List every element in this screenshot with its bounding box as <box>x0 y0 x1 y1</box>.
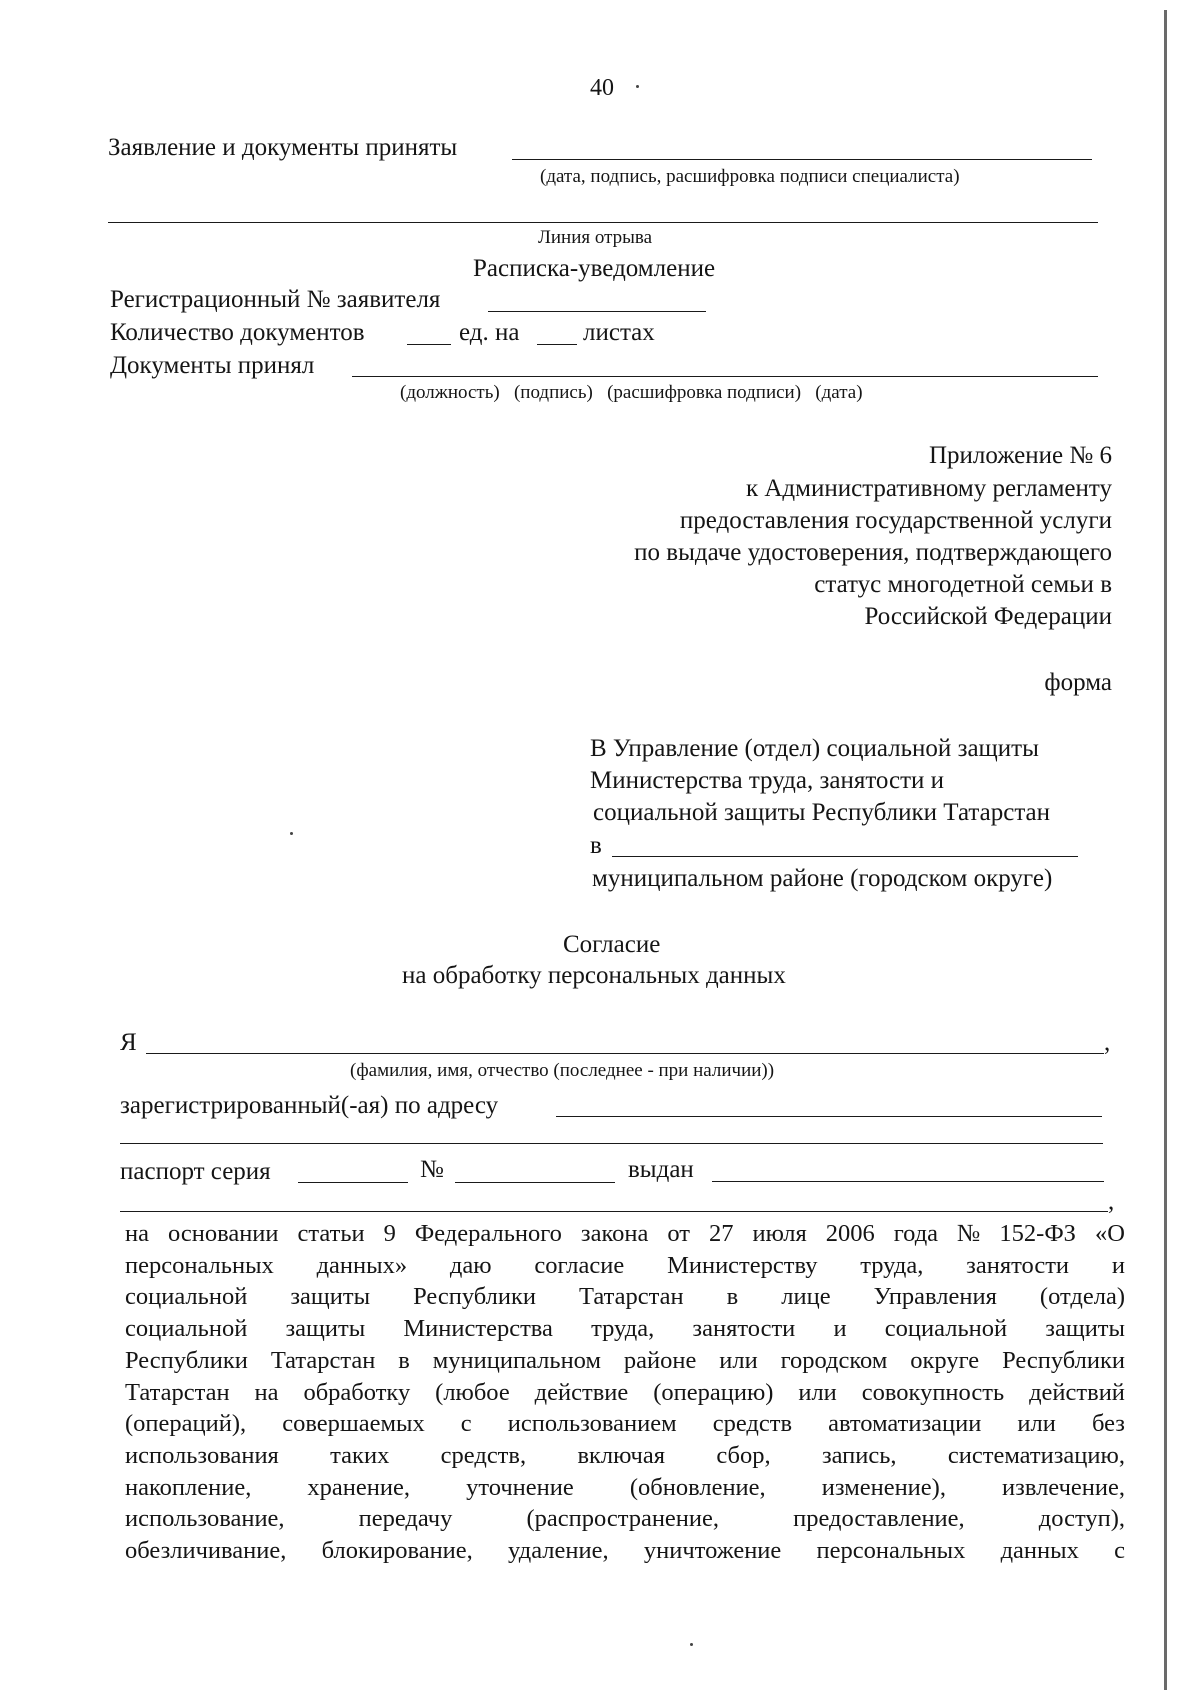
body-line-10 <box>125 1503 1125 1535</box>
body-word: накопление, <box>125 1473 252 1501</box>
body-word: труда, <box>591 1315 655 1343</box>
scan-speck <box>690 1643 693 1646</box>
body-word: (операций), <box>125 1410 247 1438</box>
doc-count-label: Количество документов <box>110 319 365 346</box>
body-word: Татарстан <box>125 1378 230 1406</box>
body-word: хранение, <box>307 1473 411 1501</box>
body-word: или <box>798 1378 837 1406</box>
body-line-8 <box>125 1440 1125 1472</box>
body-word: социальной <box>884 1315 1008 1343</box>
body-word: года <box>893 1220 939 1247</box>
body-word: без <box>1091 1410 1125 1438</box>
received-signature-line <box>512 159 1092 160</box>
body-word: № <box>957 1220 981 1247</box>
body-word: таких <box>330 1441 390 1469</box>
body-word: средств, <box>440 1441 527 1469</box>
appendix-line-3: предоставления государственной услуги <box>679 507 1112 534</box>
body-word: Федерального <box>414 1220 562 1247</box>
body-word: удаление, <box>508 1537 609 1565</box>
body-line-11 <box>125 1535 1125 1567</box>
body-word: в <box>398 1346 410 1374</box>
body-word: уничтожение <box>643 1537 782 1565</box>
appendix-line-6: Российской Федерации <box>864 603 1112 630</box>
body-word: (распространение, <box>526 1505 720 1533</box>
body-word: защиты <box>290 1283 371 1311</box>
body-word: совершаемых <box>282 1410 425 1438</box>
body-word: округе <box>910 1346 980 1374</box>
body-word: Татарстан <box>270 1346 376 1374</box>
body-word: или <box>719 1346 758 1374</box>
passport-issued-line <box>712 1181 1104 1182</box>
body-word: занятости <box>966 1251 1070 1279</box>
body-word: (отдела) <box>1039 1283 1125 1311</box>
body-word: муниципальном <box>432 1346 601 1374</box>
body-word: на <box>254 1378 279 1406</box>
body-word: автоматизации <box>828 1410 982 1438</box>
passport-series-line <box>298 1182 408 1183</box>
body-word: систематизацию, <box>947 1441 1125 1469</box>
body-word: персональных <box>125 1251 274 1279</box>
body-word: и <box>1111 1251 1125 1279</box>
body-word: включая <box>577 1441 665 1469</box>
full-name-caption: (фамилия, имя, отчество (последнее - при наличии)) <box>350 1060 775 1081</box>
body-line-1 <box>125 1218 1125 1250</box>
full-name-comma: , <box>1104 1029 1111 1056</box>
appendix-line-5: статус многодетной семьи в <box>814 571 1112 598</box>
consent-subtitle: на обработку персональных данных <box>402 962 786 989</box>
appendix-line-4: по выдаче удостоверения, подтверждающего <box>634 539 1112 566</box>
body-word: Министерству <box>667 1251 818 1279</box>
addressee-line-1: В Управление (отдел) социальной защиты <box>590 735 1039 762</box>
body-word: действий <box>1029 1378 1125 1406</box>
body-word: с <box>460 1410 472 1438</box>
addressee-line-5: муниципальном районе (городском округе) <box>592 865 1053 892</box>
body-word: сбор, <box>716 1441 771 1469</box>
body-word: районе <box>623 1346 697 1374</box>
body-word: предоставление, <box>793 1505 965 1533</box>
body-word: защиты <box>285 1315 366 1343</box>
i-label: Я <box>120 1029 137 1056</box>
body-word: Республики <box>413 1283 536 1311</box>
body-word: использования <box>125 1441 279 1469</box>
body-word: обезличивание, <box>125 1537 287 1565</box>
body-word: «О <box>1094 1220 1125 1247</box>
addressee-district-line <box>612 856 1078 857</box>
body-word: социальной <box>125 1315 248 1343</box>
consent-body-paragraph <box>125 1218 1125 1567</box>
notice-title: Расписка-уведомление <box>473 255 716 282</box>
doc-count-sheets-line <box>537 344 577 345</box>
body-line-5 <box>125 1345 1125 1377</box>
body-word: (обновление, <box>629 1473 766 1501</box>
body-word: использование, <box>125 1505 285 1533</box>
appendix-line-2: к Административному регламенту <box>745 475 1112 502</box>
doc-count-units-line <box>407 344 451 345</box>
body-word: согласие <box>534 1251 625 1279</box>
body-word: Татарстан <box>579 1283 684 1311</box>
body-word: статьи <box>297 1220 365 1247</box>
address-label: зарегистрированный(-ая) по адресу <box>120 1092 499 1119</box>
body-word: (любое <box>435 1378 510 1406</box>
accepted-by-label: Документы принял <box>110 352 315 379</box>
body-word: основании <box>167 1220 279 1247</box>
body-word: июля <box>752 1220 807 1247</box>
accepted-by-caption: (должность) (подпись) (расшифровка подписи) (дата) <box>400 382 863 403</box>
doc-count-units-label: ед. на <box>459 319 520 346</box>
body-word: 27 <box>708 1220 734 1247</box>
passport-number-line <box>455 1182 615 1183</box>
body-word: на <box>125 1220 149 1247</box>
body-word: занятости <box>692 1315 796 1343</box>
body-word: доступ), <box>1038 1505 1125 1533</box>
passport-series-label: паспорт серия <box>120 1158 271 1185</box>
page-number: 40 <box>590 75 614 101</box>
body-word: 152-ФЗ <box>999 1220 1076 1247</box>
full-name-line <box>146 1053 1104 1054</box>
body-word: извлечение, <box>1002 1473 1125 1501</box>
body-word: труда, <box>860 1251 924 1279</box>
address-line-2 <box>120 1143 1103 1144</box>
body-word: городском <box>780 1346 888 1374</box>
passport-issued-line-2 <box>120 1211 1108 1212</box>
body-word: социальной <box>125 1283 248 1311</box>
body-word: лице <box>781 1283 831 1311</box>
body-word: уточнение <box>466 1473 574 1501</box>
addressee-line-3: социальной защиты Республики Татарстан <box>593 799 1051 826</box>
body-word: средств <box>712 1410 793 1438</box>
passport-number-label: № <box>420 1156 444 1183</box>
body-line-2 <box>125 1250 1125 1282</box>
body-word: или <box>1017 1410 1056 1438</box>
body-word: и <box>833 1315 847 1343</box>
body-word: блокирование, <box>321 1537 473 1565</box>
addressee-line-4-prefix: в <box>590 832 602 859</box>
body-word: защиты <box>1045 1315 1125 1343</box>
body-word: запись, <box>821 1441 897 1469</box>
body-line-4 <box>125 1313 1125 1345</box>
body-word: персональных <box>816 1537 966 1565</box>
reg-number-line <box>488 311 706 312</box>
body-word: даю <box>449 1251 492 1279</box>
body-line-7 <box>125 1408 1125 1440</box>
form-label: форма <box>1044 669 1112 696</box>
body-line-9 <box>125 1472 1125 1504</box>
body-word: Министерства <box>403 1315 553 1343</box>
body-word: (операцию) <box>653 1378 774 1406</box>
accepted-by-line <box>352 376 1098 377</box>
body-word: обработку <box>303 1378 411 1406</box>
body-word: 2006 <box>825 1220 875 1247</box>
scan-speck <box>636 85 639 88</box>
body-word: Управления <box>873 1283 997 1311</box>
doc-count-sheets-label: листах <box>583 319 655 346</box>
scan-edge-line <box>1164 10 1167 1690</box>
appendix-line-1: Приложение № 6 <box>928 442 1112 469</box>
passport-issued-comma: , <box>1108 1188 1115 1215</box>
tear-line <box>108 222 1098 223</box>
body-word: от <box>667 1220 690 1247</box>
body-word: Республики <box>1002 1346 1125 1374</box>
received-label: Заявление и документы приняты <box>108 134 458 161</box>
body-word: изменение), <box>821 1473 946 1501</box>
body-word: в <box>726 1283 739 1311</box>
tear-line-label: Линия отрыва <box>538 227 653 248</box>
scan-speck <box>290 832 293 835</box>
body-word: передачу <box>358 1505 453 1533</box>
body-word: использованием <box>507 1410 677 1438</box>
consent-title: Согласие <box>563 931 661 958</box>
body-word: 9 <box>383 1220 396 1247</box>
body-word: действие <box>534 1378 629 1406</box>
body-word: с <box>1114 1537 1125 1565</box>
passport-issued-label: выдан <box>628 1156 694 1183</box>
body-line-3 <box>125 1281 1125 1313</box>
body-word: данных <box>1000 1537 1079 1565</box>
address-line-1 <box>556 1116 1102 1117</box>
body-word: Республики <box>125 1346 248 1374</box>
received-caption: (дата, подпись, расшифровка подписи специалиста) <box>540 166 960 187</box>
body-line-6 <box>125 1377 1125 1409</box>
body-word: закона <box>580 1220 649 1247</box>
body-word: совокупность <box>861 1378 1005 1406</box>
body-word: данных» <box>316 1251 408 1279</box>
addressee-line-2: Министерства труда, занятости и <box>590 767 945 794</box>
reg-number-label: Регистрационный № заявителя <box>110 286 441 313</box>
